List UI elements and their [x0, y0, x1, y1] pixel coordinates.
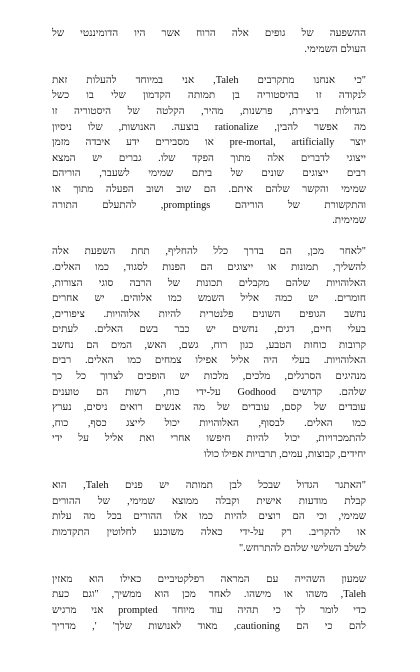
- text-line: העולם השמימי.: [304, 43, 366, 55]
- paragraph-2: [52, 73, 366, 229]
- text-line: כמו האלים. לבסוף, האלוהויות יכול לייצג כסף, כוח,: [52, 417, 366, 429]
- text-line: ייצוגי לדברים אלה מתוך הפקד שלו. גברים יש המצא: [52, 152, 366, 164]
- text-line: חומרים. יש כמה אליל השמש כמו אלוהים. יש אחרים: [52, 293, 366, 305]
- text-line: לשלב השלישי שלהם להתרחש.": [238, 542, 366, 554]
- text-line: שמימית.: [332, 215, 366, 227]
- text-line: להם כי הם cautioning, מאוד לאנושות שלך' ', מדריך: [52, 620, 366, 632]
- text-line: נחשב הגופים השונים פלנטרית להיות אלוהויות. ציפורים,: [52, 308, 366, 320]
- text-line: מה אפשר להבין, rationalize בוצעה. האנושות, שלו ניסיון: [52, 121, 366, 133]
- text-line: "כי אנחנו מתקרבים Taleh, אני במיוחד להעלות זאת: [52, 74, 366, 86]
- text-line: כדי לומר לך כי תהיה עוד מיוחד prompted אני מרגיש: [52, 604, 366, 616]
- text-line: להשליך, תמונות או ייצוגים הם הפנות לסגוד, כמו האלים.: [52, 261, 366, 273]
- text-line: ההשפעה של גופים אלה הרוח אשר היו הדומיננטי של: [52, 28, 366, 39]
- paragraph-4: [52, 478, 366, 556]
- text-line: או להקריב. רק על-ידי כאלה משוכנע לחלוטין התקדמות: [52, 527, 366, 538]
- text-line: רבים ייצוגים שונים של ביתם שמימי לשעבר, הוריהם: [52, 168, 366, 180]
- paragraph-5: [52, 572, 366, 634]
- text-line: לנקודה זו בהיסטוריה בן תמותה הקדמון שלי בו כשל: [52, 90, 366, 102]
- text-line: והתקשורת של הוריהם promptings, להתעלם התורה: [52, 199, 366, 211]
- text-line: שמעון השהייה עם המראה רפלקטיביים כאילו הוא מאזין: [52, 573, 366, 585]
- text-line: קבלת מודעות אישית וקבלה ממוצא שמימי, של ההורים: [52, 495, 366, 507]
- paragraph-3: [52, 244, 366, 462]
- text-line: הגדולות ביצירת, פרשנות, מהיר, הקלטה של היסטוריה זו: [52, 105, 366, 117]
- text-line: Taleh, משהו או מישהו. לאחר מכן הוא ממשיך, "וגם כעת: [52, 589, 366, 601]
- text-line: יחידים, קבוצות, עמים, תרבויות אפילו כולו: [203, 449, 366, 461]
- text-line: האלוהויות. בעלי היה אליל אפילו צמחים כמו האלים. רבים: [52, 355, 366, 367]
- text-line: בעלי חיים, דגים, נחשים יש כבר בשם האלים. לעתים: [52, 324, 366, 336]
- text-line: "האתגר הגדול שבכל לבן תמותה יש פנים Taleh, הוא: [52, 480, 366, 492]
- text-line: "לאחר מכן, הם בדרך כלל להחליף, תחת השפעת אלה: [52, 246, 366, 258]
- text-line: מנהיגים הסרגלים, מלכים, מלכות יש הופכים לצרוך כל כך: [52, 371, 366, 383]
- text-line: להתמכרויות, יכול להיות חיפשו אחרי ואת אליל על ידי: [52, 433, 366, 445]
- text-line: שמימי והקשר שלהם איתם. הם שוב ושוב הפעלה מתוך או: [52, 183, 366, 195]
- text-line: קרובות כוחות הטבע, כגון רוח, גשם, האש, המים הם נחשב: [52, 339, 366, 351]
- paragraph-1: [52, 26, 366, 57]
- text-line: האלוהויות שלהם מקבלים תכונות של הרבה סוגי הצורות,: [52, 277, 366, 289]
- text-line: שלהם. קדושים Godhood על-ידי כוח, רשות הם טוענים: [52, 386, 366, 398]
- text-line: יוצר pre-mortal, artificially או מסבירים ידע איבדה מזמן: [52, 137, 366, 149]
- text-line: שמימי, וכי הם רוצים להיות כמו אלו ההורים בכל מה עלות: [52, 511, 366, 523]
- text-line: עובדים של קסם, עובדים של מה אנשים רואים ניסים, נערץ: [52, 402, 366, 414]
